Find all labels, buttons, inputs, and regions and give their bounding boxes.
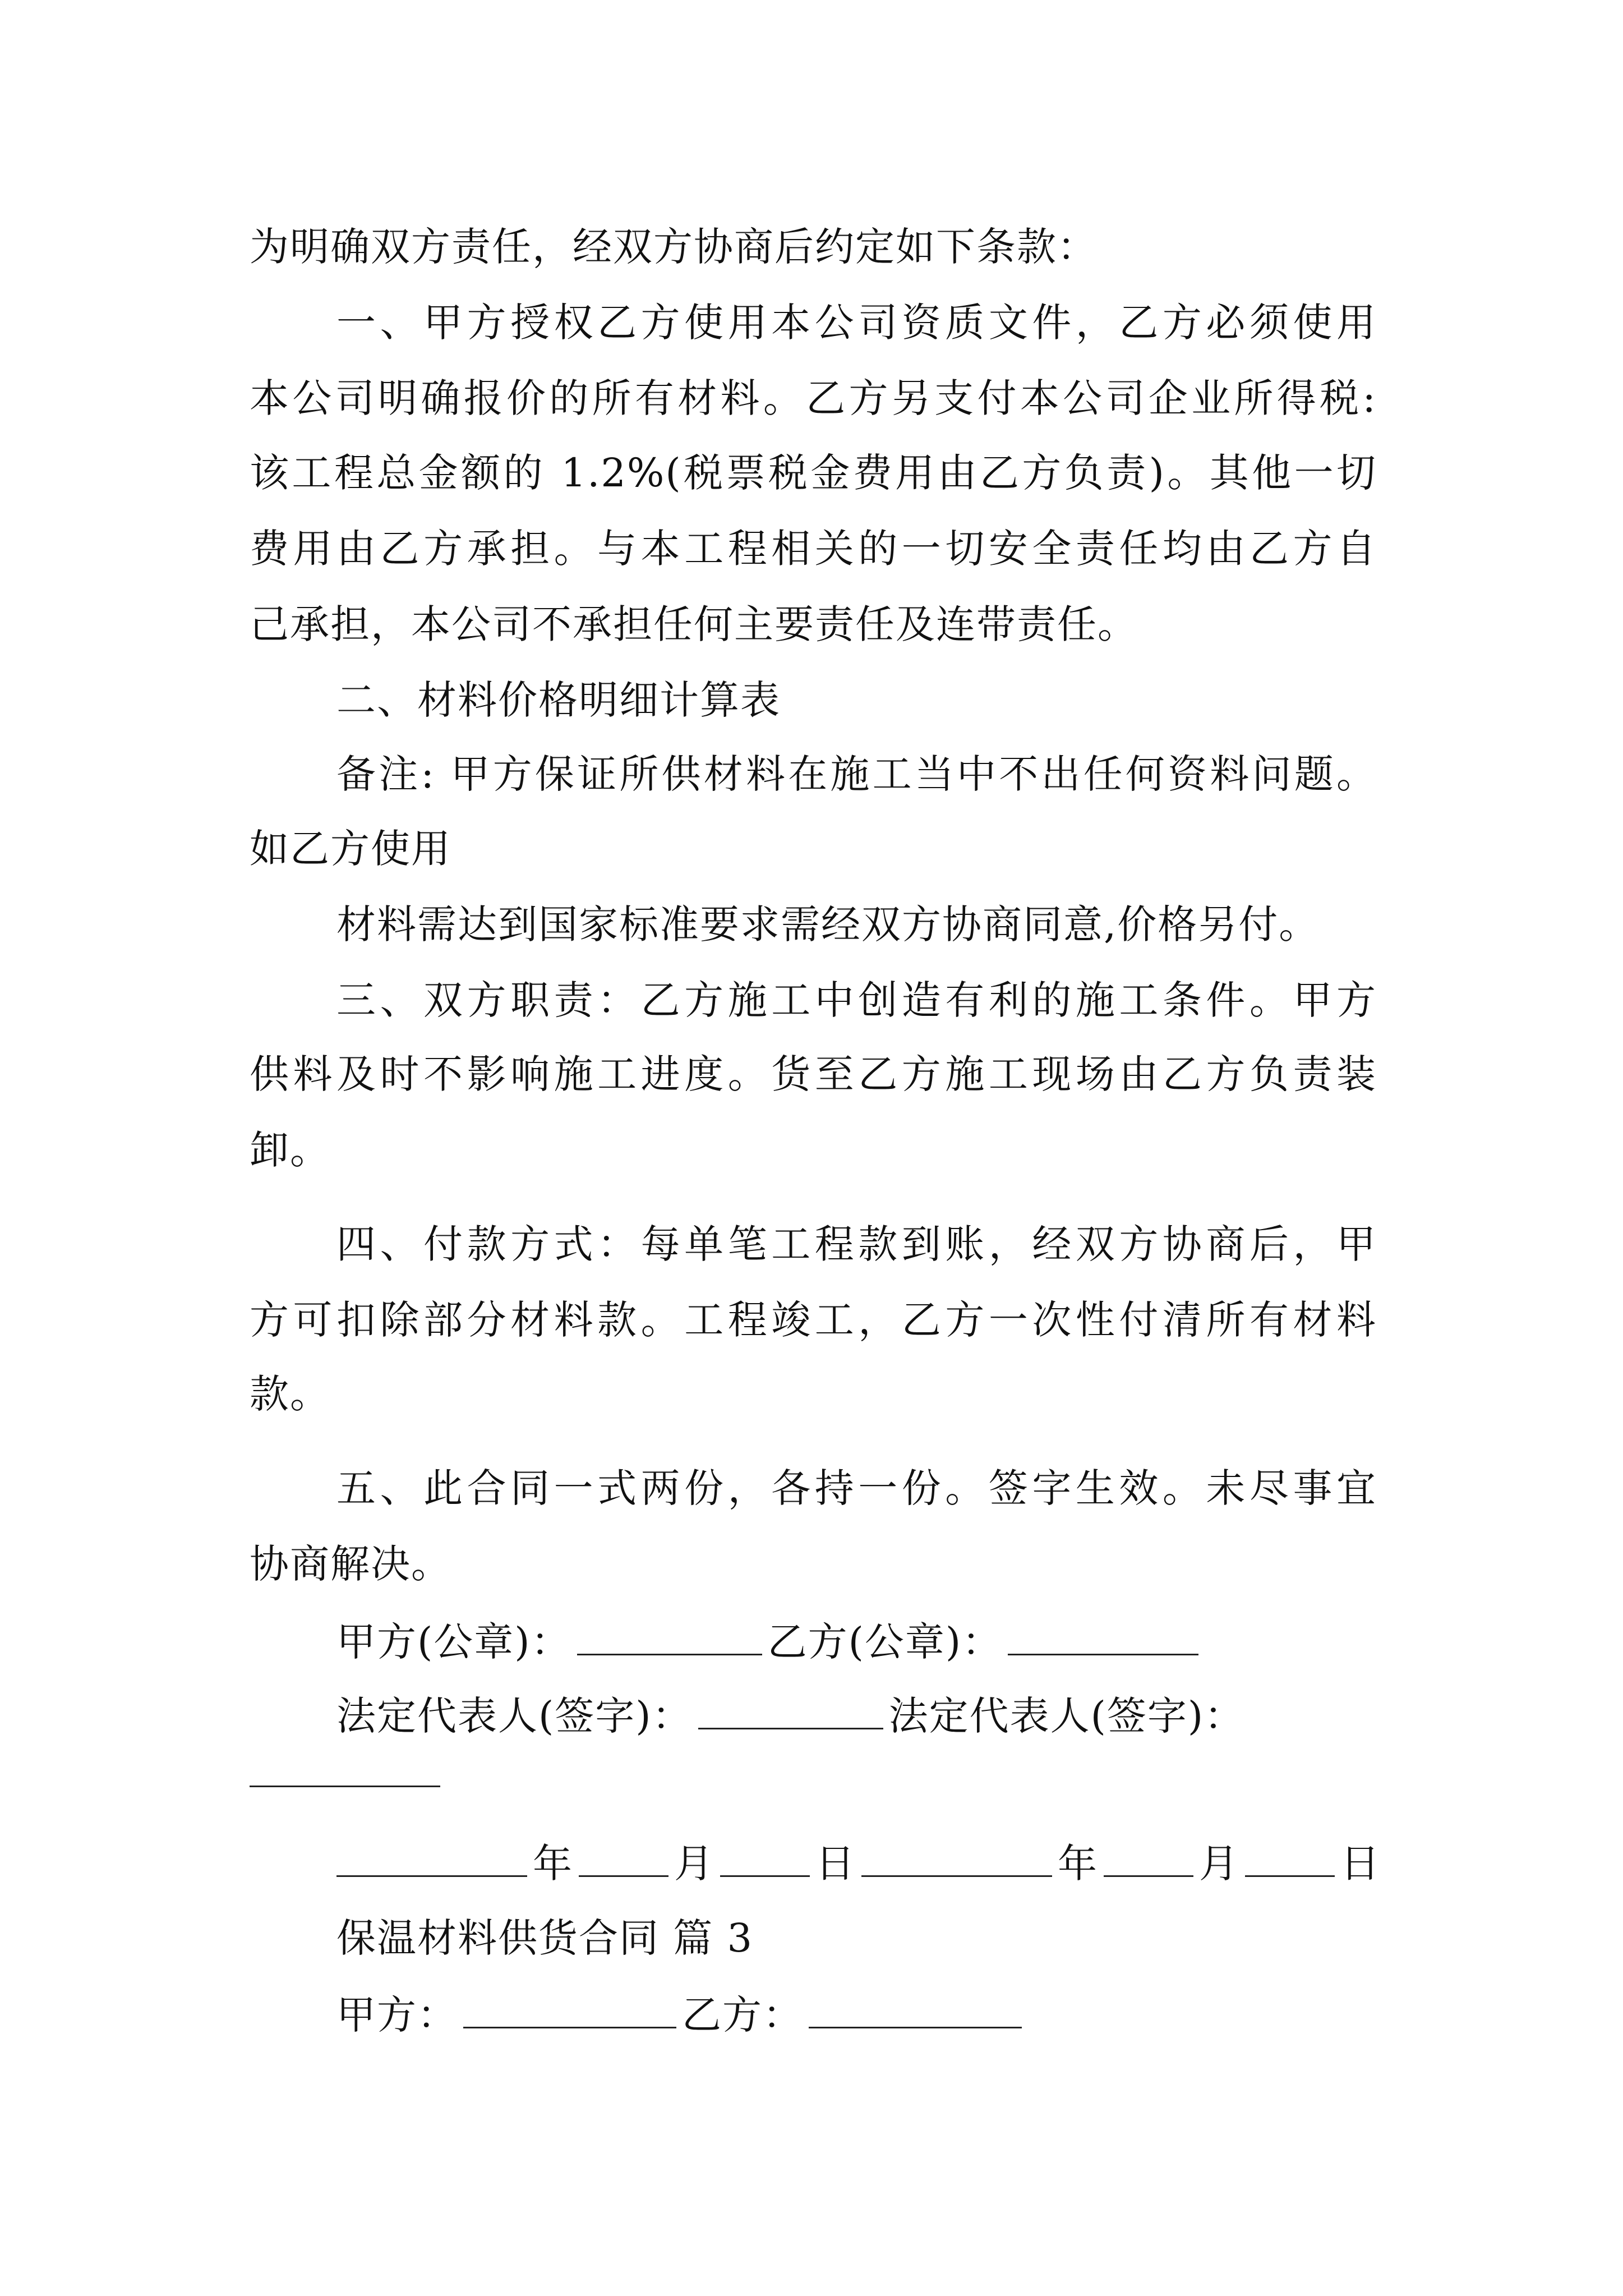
clause-1-line-5: 己承担，本公司不承担任何主要责任及连带责任。	[250, 601, 1138, 647]
month-b-label: 月	[1199, 1841, 1239, 1887]
clause-3-line-2: 供料及时不影响施工进度。货至乙方施工现场由乙方负责装	[250, 1051, 1377, 1097]
clause-4-line-1: 四、付款方式：每单笔工程款到账，经双方协商后，甲	[336, 1221, 1377, 1267]
party-a-label: 甲方：	[336, 1992, 458, 2038]
seal-row	[336, 1619, 1204, 1665]
paragraph-intro: 为明确双方责任，经双方协商后约定如下条款：	[250, 224, 1098, 270]
rep-a-label: 法定代表人(签字)：	[336, 1693, 693, 1739]
party-b-label: 乙方：	[682, 1992, 803, 2038]
note-line-3: 材料需达到国家标准要求需经双方协商同意,价格另付。	[336, 901, 1320, 947]
day-b-label: 日	[1340, 1841, 1381, 1887]
month-a-blank[interactable]	[579, 1842, 668, 1877]
note-line-2: 如乙方使用	[250, 826, 451, 872]
representative-row	[336, 1693, 1245, 1739]
month-a-label: 月	[674, 1841, 714, 1887]
party-a-blank[interactable]	[463, 1993, 676, 2028]
parties-row	[336, 1992, 1027, 2038]
day-b-blank[interactable]	[1245, 1842, 1335, 1877]
year-a-blank[interactable]	[336, 1842, 527, 1877]
rep-a-blank[interactable]	[698, 1694, 883, 1729]
note-line-1: 备注: 甲方保证所供材料在施工当中不出任何资料问题。	[336, 751, 1377, 797]
party-b-seal-blank[interactable]	[1008, 1620, 1198, 1655]
clause-5-line-2: 协商解决。	[250, 1541, 451, 1587]
rep-b-label: 法定代表人(签字)：	[888, 1693, 1245, 1739]
clause-1-line-2: 本公司明确报价的所有材料。乙方另支付本公司企业所得税:	[250, 375, 1377, 421]
clause-4-line-3: 款。	[250, 1371, 330, 1417]
rep-b-blank[interactable]	[250, 1786, 440, 1787]
day-a-label: 日	[815, 1841, 856, 1887]
year-b-blank[interactable]	[861, 1842, 1052, 1877]
clause-1-line-1: 一、甲方授权乙方使用本公司资质文件，乙方必须使用	[336, 300, 1377, 346]
year-b-label: 年	[1058, 1841, 1098, 1887]
clause-1-line-4: 费用由乙方承担。与本工程相关的一切安全责任均由乙方自	[250, 526, 1377, 572]
year-a-label: 年	[533, 1841, 573, 1887]
next-section-title: 保温材料供货合同 篇 3	[336, 1915, 754, 1961]
day-a-blank[interactable]	[720, 1842, 810, 1877]
clause-5-line-1: 五、此合同一式两份，各持一份。签字生效。未尽事宜	[336, 1465, 1377, 1511]
date-row	[336, 1841, 1381, 1887]
clause-3-line-3: 卸。	[250, 1127, 330, 1173]
party-a-seal-blank[interactable]	[577, 1620, 762, 1655]
clause-2-heading: 二、材料价格明细计算表	[336, 677, 781, 723]
clause-1-line-3: 该工程总金额的 1.2%(税票税金费用由乙方负责)。其他一切	[250, 450, 1377, 496]
party-b-blank[interactable]	[809, 1993, 1022, 2028]
party-a-seal-label: 甲方(公章)：	[336, 1619, 571, 1665]
clause-4-line-2: 方可扣除部分材料款。工程竣工，乙方一次性付清所有材料	[250, 1297, 1377, 1343]
party-b-seal-label: 乙方(公章)：	[767, 1619, 1003, 1665]
clause-3-line-1: 三、双方职责：乙方施工中创造有利的施工条件。甲方	[336, 977, 1377, 1023]
month-b-blank[interactable]	[1104, 1842, 1193, 1877]
